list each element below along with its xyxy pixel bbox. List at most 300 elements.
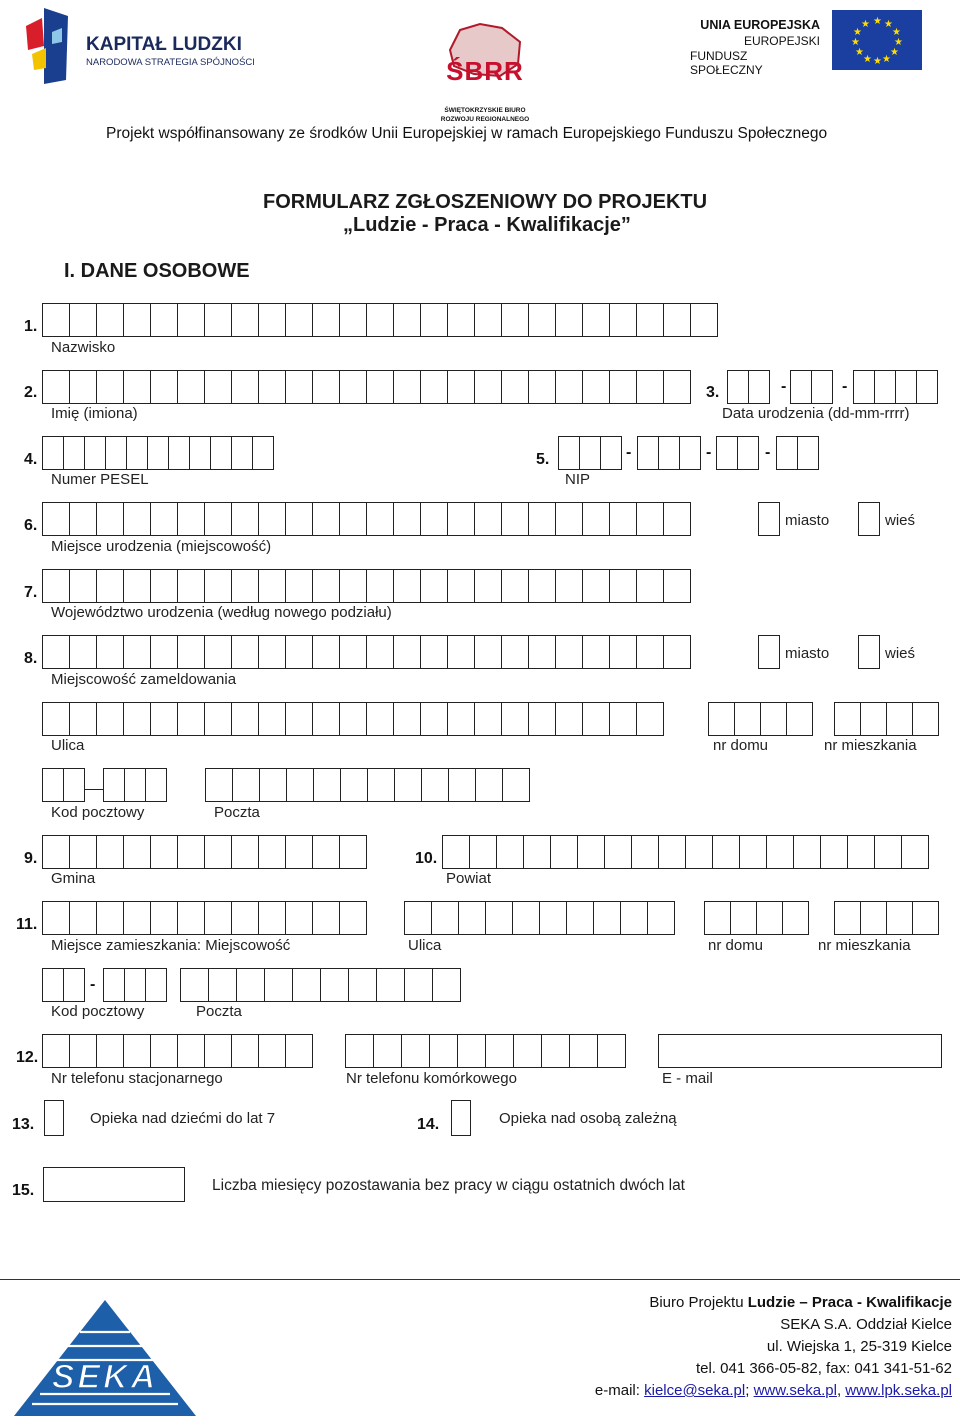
char-cell[interactable]	[69, 569, 97, 603]
char-cell[interactable]	[512, 901, 540, 935]
char-cell[interactable]	[690, 303, 718, 337]
char-cell[interactable]	[912, 702, 939, 736]
char-cell[interactable]	[394, 768, 422, 802]
char-cell[interactable]	[208, 968, 237, 1002]
char-cell[interactable]	[393, 635, 421, 669]
char-cell[interactable]	[126, 436, 148, 470]
char-cell[interactable]	[313, 768, 341, 802]
char-cell[interactable]	[150, 1034, 178, 1068]
char-cell[interactable]	[541, 1034, 570, 1068]
char-cell[interactable]	[447, 303, 475, 337]
char-cell[interactable]	[231, 569, 259, 603]
char-cell[interactable]	[312, 835, 340, 869]
char-cell[interactable]	[84, 436, 106, 470]
char-cell[interactable]	[231, 1034, 259, 1068]
char-cell[interactable]	[766, 835, 794, 869]
char-cell[interactable]	[312, 502, 340, 536]
char-cell[interactable]	[124, 768, 146, 802]
char-cell[interactable]	[420, 303, 448, 337]
char-cell[interactable]	[579, 436, 601, 470]
birth-day-input[interactable]	[727, 370, 769, 404]
char-cell[interactable]	[485, 901, 513, 935]
char-cell[interactable]	[123, 702, 151, 736]
char-cell[interactable]	[609, 702, 637, 736]
char-cell[interactable]	[339, 635, 367, 669]
char-cell[interactable]	[96, 1034, 124, 1068]
char-cell[interactable]	[339, 303, 367, 337]
char-cell[interactable]	[555, 702, 583, 736]
residence-house-number-input[interactable]	[704, 901, 808, 935]
char-cell[interactable]	[150, 901, 178, 935]
char-cell[interactable]	[150, 702, 178, 736]
char-cell[interactable]	[708, 702, 735, 736]
residence-town-input[interactable]	[42, 901, 366, 935]
char-cell[interactable]	[737, 436, 759, 470]
mobile-phone-input[interactable]	[345, 1034, 625, 1068]
char-cell[interactable]	[895, 370, 917, 404]
first-name-input[interactable]	[42, 370, 690, 404]
registration-postcode-part-1-input[interactable]	[42, 768, 84, 802]
char-cell[interactable]	[168, 436, 190, 470]
char-cell[interactable]	[566, 901, 594, 935]
char-cell[interactable]	[204, 1034, 232, 1068]
char-cell[interactable]	[447, 569, 475, 603]
birth-place-city-checkbox[interactable]	[758, 502, 780, 536]
char-cell[interactable]	[63, 768, 85, 802]
char-cell[interactable]	[793, 835, 821, 869]
unemployment-months-input[interactable]	[43, 1167, 185, 1202]
char-cell[interactable]	[776, 436, 798, 470]
char-cell[interactable]	[853, 370, 875, 404]
char-cell[interactable]	[63, 436, 85, 470]
char-cell[interactable]	[177, 569, 205, 603]
residence-flat-number-input[interactable]	[834, 901, 938, 935]
char-cell[interactable]	[204, 635, 232, 669]
char-cell[interactable]	[204, 502, 232, 536]
char-cell[interactable]	[577, 835, 605, 869]
char-cell[interactable]	[285, 702, 313, 736]
char-cell[interactable]	[320, 968, 349, 1002]
char-cell[interactable]	[286, 768, 314, 802]
char-cell[interactable]	[339, 835, 367, 869]
char-cell[interactable]	[420, 702, 448, 736]
char-cell[interactable]	[312, 702, 340, 736]
char-cell[interactable]	[528, 635, 556, 669]
footer-email-link[interactable]: kielce@seka.pl	[644, 1382, 746, 1399]
char-cell[interactable]	[177, 702, 205, 736]
residence-postcode-part-2-input[interactable]	[103, 968, 166, 1002]
char-cell[interactable]	[528, 502, 556, 536]
char-cell[interactable]	[177, 901, 205, 935]
char-cell[interactable]	[366, 635, 394, 669]
char-cell[interactable]	[258, 569, 286, 603]
char-cell[interactable]	[860, 702, 887, 736]
char-cell[interactable]	[447, 502, 475, 536]
char-cell[interactable]	[123, 901, 151, 935]
char-cell[interactable]	[312, 303, 340, 337]
char-cell[interactable]	[604, 835, 632, 869]
char-cell[interactable]	[96, 569, 124, 603]
char-cell[interactable]	[834, 702, 861, 736]
char-cell[interactable]	[429, 1034, 458, 1068]
char-cell[interactable]	[901, 835, 929, 869]
char-cell[interactable]	[501, 635, 529, 669]
char-cell[interactable]	[609, 502, 637, 536]
registration-street-input[interactable]	[42, 702, 663, 736]
char-cell[interactable]	[448, 768, 476, 802]
char-cell[interactable]	[258, 1034, 286, 1068]
char-cell[interactable]	[204, 303, 232, 337]
char-cell[interactable]	[177, 502, 205, 536]
char-cell[interactable]	[600, 436, 622, 470]
char-cell[interactable]	[636, 702, 664, 736]
char-cell[interactable]	[501, 370, 529, 404]
char-cell[interactable]	[339, 569, 367, 603]
char-cell[interactable]	[69, 370, 97, 404]
birth-year-input[interactable]	[853, 370, 937, 404]
char-cell[interactable]	[145, 968, 167, 1002]
nip-part-3-input[interactable]	[716, 436, 758, 470]
char-cell[interactable]	[748, 370, 770, 404]
char-cell[interactable]	[663, 502, 691, 536]
char-cell[interactable]	[555, 569, 583, 603]
registration-flat-number-input[interactable]	[834, 702, 938, 736]
char-cell[interactable]	[874, 370, 896, 404]
char-cell[interactable]	[339, 370, 367, 404]
char-cell[interactable]	[496, 835, 524, 869]
char-cell[interactable]	[704, 901, 731, 935]
char-cell[interactable]	[620, 901, 648, 935]
char-cell[interactable]	[103, 968, 125, 1002]
char-cell[interactable]	[285, 635, 313, 669]
char-cell[interactable]	[663, 569, 691, 603]
char-cell[interactable]	[339, 502, 367, 536]
char-cell[interactable]	[528, 702, 556, 736]
char-cell[interactable]	[474, 635, 502, 669]
char-cell[interactable]	[177, 303, 205, 337]
char-cell[interactable]	[860, 901, 887, 935]
char-cell[interactable]	[96, 502, 124, 536]
char-cell[interactable]	[69, 1034, 97, 1068]
char-cell[interactable]	[582, 303, 610, 337]
nip-part-1-input[interactable]	[558, 436, 621, 470]
char-cell[interactable]	[658, 436, 680, 470]
char-cell[interactable]	[458, 901, 486, 935]
char-cell[interactable]	[420, 569, 448, 603]
char-cell[interactable]	[636, 303, 664, 337]
char-cell[interactable]	[42, 569, 70, 603]
char-cell[interactable]	[474, 303, 502, 337]
char-cell[interactable]	[204, 702, 232, 736]
char-cell[interactable]	[712, 835, 740, 869]
char-cell[interactable]	[96, 702, 124, 736]
char-cell[interactable]	[103, 768, 125, 802]
char-cell[interactable]	[886, 901, 913, 935]
char-cell[interactable]	[609, 569, 637, 603]
char-cell[interactable]	[469, 835, 497, 869]
char-cell[interactable]	[501, 702, 529, 736]
char-cell[interactable]	[886, 702, 913, 736]
char-cell[interactable]	[204, 835, 232, 869]
char-cell[interactable]	[292, 968, 321, 1002]
char-cell[interactable]	[42, 370, 70, 404]
char-cell[interactable]	[69, 502, 97, 536]
char-cell[interactable]	[366, 569, 394, 603]
char-cell[interactable]	[582, 569, 610, 603]
char-cell[interactable]	[811, 370, 833, 404]
char-cell[interactable]	[739, 835, 767, 869]
landline-phone-input[interactable]	[42, 1034, 312, 1068]
char-cell[interactable]	[96, 303, 124, 337]
char-cell[interactable]	[474, 569, 502, 603]
char-cell[interactable]	[663, 635, 691, 669]
char-cell[interactable]	[447, 370, 475, 404]
char-cell[interactable]	[123, 370, 151, 404]
char-cell[interactable]	[558, 436, 580, 470]
char-cell[interactable]	[69, 901, 97, 935]
char-cell[interactable]	[555, 370, 583, 404]
char-cell[interactable]	[786, 702, 813, 736]
char-cell[interactable]	[730, 901, 757, 935]
char-cell[interactable]	[782, 901, 809, 935]
char-cell[interactable]	[442, 835, 470, 869]
char-cell[interactable]	[177, 1034, 205, 1068]
char-cell[interactable]	[367, 768, 395, 802]
char-cell[interactable]	[393, 702, 421, 736]
char-cell[interactable]	[582, 502, 610, 536]
char-cell[interactable]	[150, 303, 178, 337]
char-cell[interactable]	[555, 502, 583, 536]
char-cell[interactable]	[663, 303, 691, 337]
birth-month-input[interactable]	[790, 370, 832, 404]
char-cell[interactable]	[637, 436, 659, 470]
char-cell[interactable]	[150, 502, 178, 536]
registration-house-number-input[interactable]	[708, 702, 812, 736]
char-cell[interactable]	[340, 768, 368, 802]
char-cell[interactable]	[177, 635, 205, 669]
char-cell[interactable]	[457, 1034, 486, 1068]
char-cell[interactable]	[685, 835, 713, 869]
registration-post-office-input[interactable]	[205, 768, 529, 802]
char-cell[interactable]	[834, 901, 861, 935]
char-cell[interactable]	[231, 436, 253, 470]
char-cell[interactable]	[231, 502, 259, 536]
char-cell[interactable]	[593, 901, 621, 935]
char-cell[interactable]	[636, 370, 664, 404]
char-cell[interactable]	[636, 635, 664, 669]
char-cell[interactable]	[264, 968, 293, 1002]
char-cell[interactable]	[679, 436, 701, 470]
char-cell[interactable]	[555, 635, 583, 669]
char-cell[interactable]	[734, 702, 761, 736]
char-cell[interactable]	[597, 1034, 626, 1068]
char-cell[interactable]	[550, 835, 578, 869]
char-cell[interactable]	[258, 901, 286, 935]
char-cell[interactable]	[376, 968, 405, 1002]
char-cell[interactable]	[150, 635, 178, 669]
char-cell[interactable]	[393, 370, 421, 404]
char-cell[interactable]	[124, 968, 146, 1002]
char-cell[interactable]	[393, 303, 421, 337]
char-cell[interactable]	[420, 502, 448, 536]
char-cell[interactable]	[501, 502, 529, 536]
char-cell[interactable]	[258, 303, 286, 337]
char-cell[interactable]	[42, 768, 64, 802]
char-cell[interactable]	[474, 702, 502, 736]
char-cell[interactable]	[312, 370, 340, 404]
char-cell[interactable]	[393, 569, 421, 603]
birth-voivodeship-input[interactable]	[42, 569, 690, 603]
char-cell[interactable]	[501, 303, 529, 337]
char-cell[interactable]	[366, 370, 394, 404]
char-cell[interactable]	[582, 635, 610, 669]
char-cell[interactable]	[204, 901, 232, 935]
char-cell[interactable]	[912, 901, 939, 935]
char-cell[interactable]	[63, 968, 85, 1002]
char-cell[interactable]	[820, 835, 848, 869]
char-cell[interactable]	[582, 370, 610, 404]
residence-post-office-input[interactable]	[180, 968, 460, 1002]
char-cell[interactable]	[366, 502, 394, 536]
footer-web-link-1[interactable]: www.seka.pl	[753, 1382, 837, 1399]
char-cell[interactable]	[123, 835, 151, 869]
pesel-input[interactable]	[42, 436, 273, 470]
char-cell[interactable]	[285, 370, 313, 404]
char-cell[interactable]	[205, 768, 233, 802]
char-cell[interactable]	[105, 436, 127, 470]
char-cell[interactable]	[555, 303, 583, 337]
char-cell[interactable]	[42, 968, 64, 1002]
char-cell[interactable]	[231, 635, 259, 669]
char-cell[interactable]	[513, 1034, 542, 1068]
char-cell[interactable]	[636, 502, 664, 536]
char-cell[interactable]	[231, 702, 259, 736]
char-cell[interactable]	[285, 1034, 313, 1068]
char-cell[interactable]	[658, 835, 686, 869]
char-cell[interactable]	[312, 901, 340, 935]
char-cell[interactable]	[404, 901, 432, 935]
char-cell[interactable]	[147, 436, 169, 470]
char-cell[interactable]	[339, 702, 367, 736]
char-cell[interactable]	[232, 768, 260, 802]
char-cell[interactable]	[96, 370, 124, 404]
char-cell[interactable]	[69, 835, 97, 869]
char-cell[interactable]	[258, 370, 286, 404]
nip-part-2-input[interactable]	[637, 436, 700, 470]
char-cell[interactable]	[502, 768, 530, 802]
char-cell[interactable]	[431, 901, 459, 935]
char-cell[interactable]	[42, 635, 70, 669]
char-cell[interactable]	[348, 968, 377, 1002]
registration-village-checkbox[interactable]	[858, 635, 880, 669]
commune-input[interactable]	[42, 835, 366, 869]
char-cell[interactable]	[474, 370, 502, 404]
char-cell[interactable]	[123, 1034, 151, 1068]
birth-place-input[interactable]	[42, 502, 690, 536]
char-cell[interactable]	[647, 901, 675, 935]
char-cell[interactable]	[42, 502, 70, 536]
char-cell[interactable]	[258, 502, 286, 536]
char-cell[interactable]	[123, 635, 151, 669]
char-cell[interactable]	[285, 303, 313, 337]
char-cell[interactable]	[528, 370, 556, 404]
char-cell[interactable]	[447, 635, 475, 669]
char-cell[interactable]	[180, 968, 209, 1002]
char-cell[interactable]	[847, 835, 875, 869]
char-cell[interactable]	[42, 1034, 70, 1068]
char-cell[interactable]	[760, 702, 787, 736]
char-cell[interactable]	[285, 835, 313, 869]
birth-place-village-checkbox[interactable]	[858, 502, 880, 536]
char-cell[interactable]	[150, 370, 178, 404]
char-cell[interactable]	[569, 1034, 598, 1068]
residence-street-input[interactable]	[404, 901, 674, 935]
char-cell[interactable]	[312, 569, 340, 603]
char-cell[interactable]	[150, 569, 178, 603]
char-cell[interactable]	[528, 569, 556, 603]
char-cell[interactable]	[69, 635, 97, 669]
char-cell[interactable]	[420, 370, 448, 404]
registration-town-input[interactable]	[42, 635, 690, 669]
char-cell[interactable]	[177, 835, 205, 869]
char-cell[interactable]	[96, 901, 124, 935]
childcare-checkbox[interactable]	[44, 1100, 64, 1136]
char-cell[interactable]	[609, 635, 637, 669]
char-cell[interactable]	[231, 303, 259, 337]
registration-postcode-part-2-input[interactable]	[103, 768, 166, 802]
char-cell[interactable]	[797, 436, 819, 470]
char-cell[interactable]	[123, 502, 151, 536]
char-cell[interactable]	[123, 569, 151, 603]
char-cell[interactable]	[756, 901, 783, 935]
char-cell[interactable]	[150, 835, 178, 869]
char-cell[interactable]	[523, 835, 551, 869]
dependent-care-checkbox[interactable]	[451, 1100, 471, 1136]
char-cell[interactable]	[609, 303, 637, 337]
char-cell[interactable]	[727, 370, 749, 404]
char-cell[interactable]	[231, 835, 259, 869]
char-cell[interactable]	[528, 303, 556, 337]
char-cell[interactable]	[609, 370, 637, 404]
char-cell[interactable]	[231, 370, 259, 404]
char-cell[interactable]	[42, 835, 70, 869]
char-cell[interactable]	[42, 901, 70, 935]
char-cell[interactable]	[582, 702, 610, 736]
char-cell[interactable]	[420, 635, 448, 669]
email-input[interactable]	[658, 1034, 942, 1068]
char-cell[interactable]	[177, 370, 205, 404]
char-cell[interactable]	[475, 768, 503, 802]
char-cell[interactable]	[258, 835, 286, 869]
char-cell[interactable]	[366, 702, 394, 736]
char-cell[interactable]	[259, 768, 287, 802]
char-cell[interactable]	[285, 502, 313, 536]
char-cell[interactable]	[312, 635, 340, 669]
char-cell[interactable]	[42, 702, 70, 736]
char-cell[interactable]	[145, 768, 167, 802]
char-cell[interactable]	[96, 835, 124, 869]
char-cell[interactable]	[916, 370, 938, 404]
char-cell[interactable]	[96, 635, 124, 669]
char-cell[interactable]	[447, 702, 475, 736]
char-cell[interactable]	[236, 968, 265, 1002]
nip-part-4-input[interactable]	[776, 436, 818, 470]
char-cell[interactable]	[204, 370, 232, 404]
char-cell[interactable]	[401, 1034, 430, 1068]
char-cell[interactable]	[874, 835, 902, 869]
footer-web-link-2[interactable]: www.lpk.seka.pl	[845, 1382, 952, 1399]
char-cell[interactable]	[485, 1034, 514, 1068]
